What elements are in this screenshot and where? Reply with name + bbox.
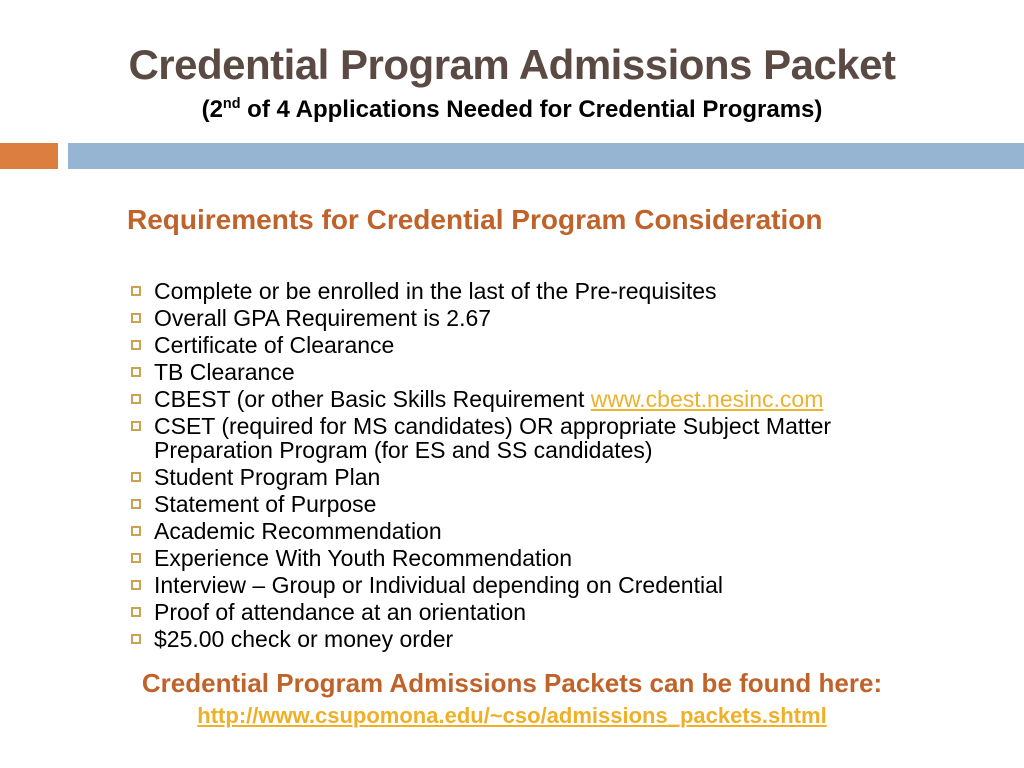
- requirement-text: Complete or be enrolled in the last of the Pre-requisites: [154, 278, 717, 304]
- requirement-text: CSET (required for MS candidates) OR appropriate Subject Matter Preparation Program (for ES and SS candidates): [154, 413, 832, 463]
- requirement-item: [127, 519, 889, 543]
- bullet-square-icon: [131, 634, 141, 644]
- slide-footer: [0, 668, 1024, 729]
- subtitle-superscript: nd: [222, 96, 241, 112]
- requirement-item: [127, 627, 889, 651]
- bullet-square-icon: [131, 367, 141, 377]
- requirement-text: Academic Recommendation: [154, 518, 442, 544]
- admissions-packets-link[interactable]: http://www.csupomona.edu/~cso/admissions_packets.shtml: [197, 703, 827, 728]
- bullet-square-icon: [131, 286, 141, 296]
- requirement-text: Statement of Purpose: [154, 491, 377, 517]
- bullet-square-icon: [131, 499, 141, 509]
- requirement-text: Overall GPA Requirement is 2.67: [154, 305, 492, 331]
- requirement-item: [127, 600, 889, 624]
- requirement-text: TB Clearance: [154, 359, 295, 385]
- divider-orange-block: [0, 143, 58, 169]
- cbest-link[interactable]: www.cbest.nesinc.com: [590, 386, 824, 412]
- bullet-square-icon: [131, 394, 141, 404]
- slide-body: [127, 203, 897, 654]
- subtitle-rest: of 4 Applications Needed for Credential Programs): [240, 96, 823, 123]
- requirement-text: Student Program Plan: [154, 464, 381, 490]
- requirement-item: [127, 492, 889, 516]
- bullet-square-icon: [131, 580, 141, 590]
- requirement-item: [127, 546, 889, 570]
- requirement-text: Certificate of Clearance: [154, 332, 395, 358]
- footer-heading: Credential Program Admissions Packets can be found here:: [141, 668, 883, 698]
- divider-blue-bar: [68, 143, 1024, 169]
- requirement-text: Experience With Youth Recommendation: [154, 545, 573, 571]
- bullet-square-icon: [131, 526, 141, 536]
- requirement-text: $25.00 check or money order: [154, 626, 454, 652]
- bullet-square-icon: [131, 313, 141, 323]
- bullet-square-icon: [131, 340, 141, 350]
- slide-subtitle: [0, 96, 1024, 124]
- requirement-text: Interview – Group or Individual depending on Credential: [154, 572, 723, 598]
- requirement-item: [127, 387, 889, 411]
- slide-header: [0, 0, 1024, 124]
- requirement-text: Proof of attendance at an orientation: [154, 599, 527, 625]
- requirement-item: [127, 279, 889, 303]
- subtitle-open: (2: [201, 96, 223, 123]
- requirement-text: CBEST (or other Basic Skills Requirement: [154, 386, 591, 412]
- requirement-item: [127, 360, 889, 384]
- section-heading: Requirements for Credential Program Consideration: [127, 204, 823, 235]
- bullet-square-icon: [131, 472, 141, 482]
- bullet-square-icon: [131, 553, 141, 563]
- requirement-item: [127, 465, 889, 489]
- slide-title: Credential Program Admissions Packet: [128, 41, 896, 88]
- divider-bar: [0, 143, 1024, 169]
- requirements-list: [127, 279, 889, 651]
- requirement-item: [127, 573, 889, 597]
- requirement-item: [127, 333, 889, 357]
- requirement-item: [127, 306, 889, 330]
- requirement-item: [127, 414, 889, 462]
- bullet-square-icon: [131, 421, 141, 431]
- bullet-square-icon: [131, 607, 141, 617]
